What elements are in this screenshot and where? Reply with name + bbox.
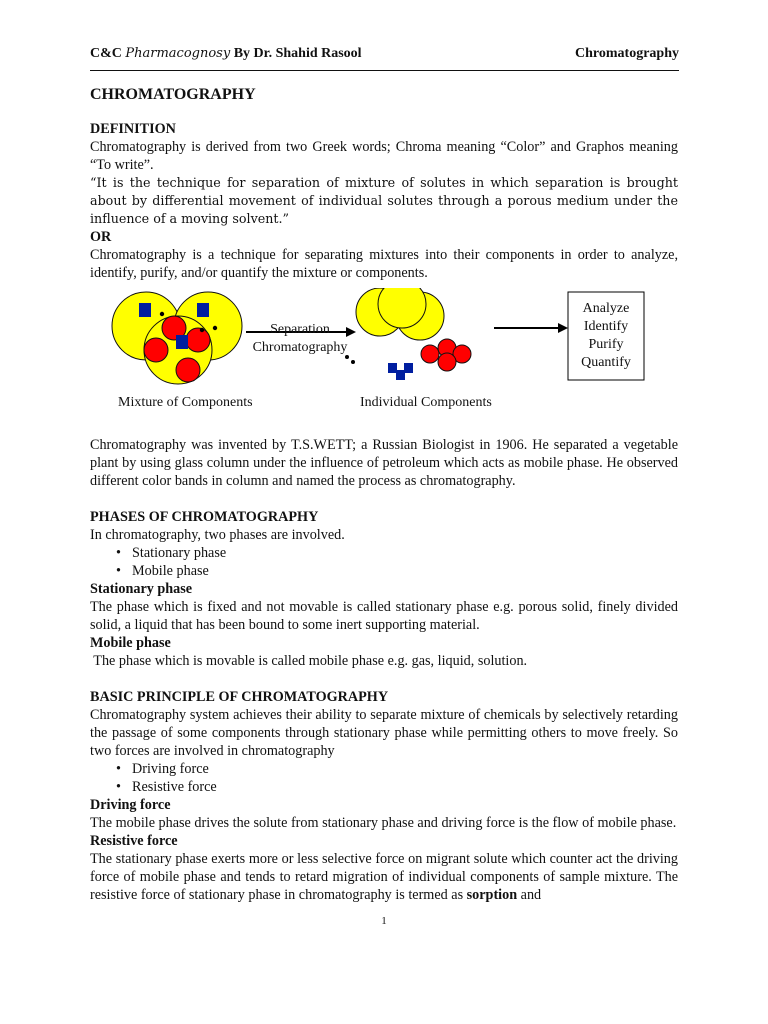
principle-heading: BASIC PRINCIPLE OF CHROMATOGRAPHY: [90, 689, 389, 705]
mixture-illustration: [112, 292, 242, 384]
driving-force-heading: Driving force: [90, 797, 171, 813]
component-blue-square: [404, 363, 413, 373]
page-number: 1: [381, 915, 387, 927]
chromatography-diagram: [90, 288, 678, 418]
mobile-phase-text: The phase which is movable is called mobile phase e.g. gas, liquid, solution.: [90, 653, 528, 669]
stationary-phase-text: The phase which is fixed and not movable is called stationary phase e.g. porous solid, finely divided solid, a liquid that has been bound to some inert supporting material.: [90, 599, 678, 633]
component-red-circle: [421, 345, 439, 363]
phases-list: [90, 544, 678, 580]
header-subject: Pharmacognosy: [125, 46, 231, 61]
mixture-red-circle: [176, 358, 200, 382]
arrow-label-line-2: Chromatography: [252, 340, 348, 355]
mobile-phase-heading: Mobile phase: [90, 635, 171, 651]
resistive-force-text: The stationary phase exerts more or less selective force on migrant solute which counter act the driving force of mobile phase and tends to retard migration of individual components of sample mixture. The resistive force of stationary phase in chromatography is termed as sorption and: [90, 851, 678, 903]
caption-components: Individual Components: [360, 395, 492, 410]
outcome-quantify: Quantify: [581, 355, 631, 370]
arrow-label: [248, 321, 352, 357]
mixture-black-dot: [200, 328, 204, 332]
mixture-blue-square: [139, 303, 151, 317]
mixture-black-dot: [213, 326, 217, 330]
mixture-blue-square: [197, 303, 209, 317]
phases-intro: In chromatography, two phases are involved.: [90, 527, 345, 543]
mixture-red-circle: [144, 338, 168, 362]
outcome-identify: Identify: [583, 319, 629, 334]
outcome-list: [568, 300, 644, 372]
outcome-analyze: Analyze: [582, 301, 630, 316]
outcome-purify: Purify: [588, 337, 624, 352]
stationary-phase-heading: Stationary phase: [90, 581, 193, 597]
driving-force-text: The mobile phase drives the solute from stationary phase and driving force is the flow of mobile phase.: [90, 815, 677, 831]
mixture-blue-square: [176, 335, 188, 349]
result-arrow: [494, 323, 568, 333]
main-content: [90, 86, 678, 904]
forces-list: [90, 760, 678, 796]
list-item: • Mobile phase: [116, 562, 678, 580]
mixture-black-dot: [160, 312, 164, 316]
list-item: • Resistive force: [116, 778, 678, 796]
phases-heading: PHASES OF CHROMATOGRAPHY: [90, 509, 319, 525]
arrow-label-line-1: Separation: [270, 322, 330, 337]
header-left: C&C Pharmacognosy By Dr. Shahid Rasool: [90, 46, 362, 61]
list-item: • Stationary phase: [116, 544, 678, 562]
separated-components: [345, 288, 471, 380]
resistive-force-heading: Resistive force: [90, 833, 178, 849]
caption-mixture: Mixture of Components: [118, 395, 253, 410]
or-label: OR: [90, 229, 112, 245]
definition-quote: “It is the technique for separation of mixture of solutes in which separation is brought about by differential movement of individual solutes through a porous medium under the influence of a moving solvent.”: [90, 175, 678, 226]
definition-alt-text: Chromatography is a technique for separating mixtures into their components in order to analyze, identify, purify, and/or quantify the mixture or components.: [90, 247, 678, 281]
history-paragraph: Chromatography was invented by T.S.WETT; a Russian Biologist in 1906. He separated a vegetable plant by using glass column under the influence of petroleum which acts as mobile phase. He observed different color bands in column and named the process as chromatography.: [90, 437, 678, 489]
component-black-dot: [351, 360, 355, 364]
list-item: • Driving force: [116, 760, 678, 778]
component-red-circle: [438, 353, 456, 371]
component-blue-square: [396, 370, 405, 380]
header-rule: [90, 70, 679, 71]
page-title: CHROMATOGRAPHY: [90, 86, 256, 103]
header-right: Chromatography: [575, 46, 679, 61]
principle-text: Chromatography system achieves their ability to separate mixture of chemicals by selectively retarding the passage of some components through stationary phase while permitting others to move freely. So two forces are involved in chromatography: [90, 707, 678, 759]
definition-text: Chromatography is derived from two Greek words; Chroma meaning “Color” and Graphos meaning “To write”.: [90, 139, 678, 173]
sorption-term: sorption: [466, 887, 518, 903]
definition-heading: DEFINITION: [90, 121, 176, 137]
mixture-red-circle: [186, 328, 210, 352]
component-blue-square: [388, 363, 397, 373]
